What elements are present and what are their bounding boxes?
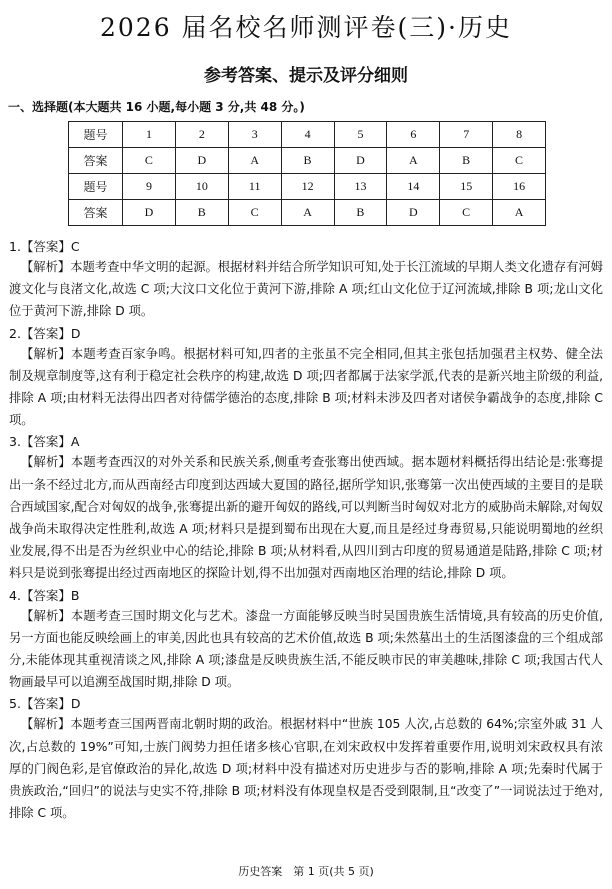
question-number: 16 <box>493 174 546 200</box>
question-number: 5 <box>334 122 387 148</box>
answer-cell: C <box>440 200 493 226</box>
question-number: 10 <box>175 174 228 200</box>
page-subtitle: 参考答案、提示及评分细则 <box>204 66 408 86</box>
question-number: 8 <box>493 122 546 148</box>
answer-cell: B <box>281 148 334 174</box>
page-footer: 历史答案 第 1 页(共 5 页) <box>238 865 374 878</box>
table-row-answers-1 <box>69 148 546 174</box>
answer-cell: C <box>228 200 281 226</box>
question-explanation: 【解析】本题考查百家争鸣。根据材料可知,四者的主张虽不完全相同,但其主张包括加强君主权势、健全法制及规章制度等,这有利于稳定社会秩序的构建,故选 D 项;四者都属于法家学派,代表的是新兴地主阶级的利益,排除 A 项;由材料无法得出四者对待儒学德治的态度,排除 B 项;材料未涉及四者对诸侯争霸战争的态度,排除 C 项。 <box>9 346 603 428</box>
question-answer-heading: 3.【答案】A <box>9 434 80 450</box>
answer-cell: A <box>493 200 546 226</box>
answer-cell: D <box>387 200 440 226</box>
question-number: 11 <box>228 174 281 200</box>
question-number: 3 <box>228 122 281 148</box>
table-row-numbers-1 <box>69 122 546 148</box>
answer-cell: B <box>175 200 228 226</box>
answer-cell: A <box>387 148 440 174</box>
question-number: 12 <box>281 174 334 200</box>
answer-cell: D <box>334 148 387 174</box>
table-row-answers-2 <box>69 200 546 226</box>
answer-cell: D <box>175 148 228 174</box>
question-number: 4 <box>281 122 334 148</box>
row-label-question: 题号 <box>69 122 123 148</box>
question-answer-heading: 4.【答案】B <box>9 587 80 603</box>
question-number: 1 <box>123 122 176 148</box>
answer-cell: B <box>440 148 493 174</box>
answer-table <box>68 121 546 226</box>
question-number: 9 <box>123 174 176 200</box>
answer-cell: C <box>493 148 546 174</box>
answer-cell: A <box>228 148 281 174</box>
question-answer-heading: 5.【答案】D <box>9 696 81 712</box>
row-label-question: 题号 <box>69 174 123 200</box>
row-label-answer: 答案 <box>69 200 123 226</box>
question-answer-heading: 1.【答案】C <box>9 239 80 254</box>
answer-cell: D <box>123 200 176 226</box>
question-explanation: 【解析】本题考查中华文明的起源。根据材料并结合所学知识可知,处于长江流域的早期人类文化遗存有河姆渡文化与良渚文化,故选 C 项;大汶口文化位于黄河下游,排除 A 项;红山文化位于辽河流域,排除 B 项;龙山文化位于黄河下游,排除 D 项。 <box>9 260 603 319</box>
section-heading: 一、选择题(本大题共 16 小题,每小题 3 分,共 48 分。) <box>8 100 305 114</box>
question-number: 15 <box>440 174 493 200</box>
question-number: 13 <box>334 174 387 200</box>
explanations <box>9 237 603 825</box>
question-explanation: 【解析】本题考查三国两晋南北朝时期的政治。根据材料中“世族 105 人次,占总数的 64%;宗室外戚 31 人次,占总数的 19%”可知,士族门阀势力担任诸多核心官职,在刘宋政权中发挥着重要作用,说明刘宋政权具有浓厚的门阀色彩,是官僚政治的异化,故选 D 项;材料中没有描述对历史进步与否的影响,排除 A 项;先秦时代属于贵族政治,“回归”的说法与史实不符,排除 B 项;材料没有体现皇权是否受到限制,且“改变了”一词说法过于绝对,排除 C 项。 <box>9 717 603 821</box>
question-answer-heading: 2.【答案】D <box>9 325 81 341</box>
table-row-numbers-2 <box>69 174 546 200</box>
question-number: 6 <box>387 122 440 148</box>
question-number: 7 <box>440 122 493 148</box>
answer-cell: A <box>281 200 334 226</box>
question-explanation: 【解析】本题考查三国时期文化与艺术。漆盘一方面能够反映当时吴国贵族生活情境,具有较高的历史价值,另一方面也能反映绘画上的审美,因此也具有较高的艺术价值,故选 B 项;朱然墓出土的生活图漆盘的三个组成部分,未能体现其重视清谈之风,排除 A 项;漆盘是反映贵族生活,不能反映市民的审美趣味,排除 C 项;我国古代人物画最早可以追溯至战国时期,排除 D 项。 <box>9 608 603 690</box>
question-number: 14 <box>387 174 440 200</box>
row-label-answer: 答案 <box>69 148 123 174</box>
answer-cell: C <box>123 148 176 174</box>
page-title: 2026 届名校名师测评卷(三)·历史 <box>99 13 513 42</box>
question-number: 2 <box>175 122 228 148</box>
answer-cell: B <box>334 200 387 226</box>
question-explanation: 【解析】本题考查西汉的对外关系和民族关系,侧重考查张骞出使西域。据本题材料概括得出结论是:张骞提出一条不经过北方,而从西南经古印度到达西域大夏国的路径,据所学知识,张骞第一次出使西域的主要目的是联合西域国家,配合对匈奴的战争,张骞提出新的避开匈奴的路线,可以判断当时匈奴对北方的威胁尚未解除,对匈奴战争尚未取得决定性胜利,故选 A 项;材料只是提到蜀布出现在大夏,而且是经过身毒贸易,只能说明蜀地的丝织业发展,得不出是否为丝织业中心的结论,排除 B 项;从材料看,从四川到古印度的贸易通道是陆路,排除 C 项;材料只是说到张骞提出经过西南地区的探险计划,得不出加强对西南地区治理的结论,排除 D 项。 <box>9 455 603 581</box>
